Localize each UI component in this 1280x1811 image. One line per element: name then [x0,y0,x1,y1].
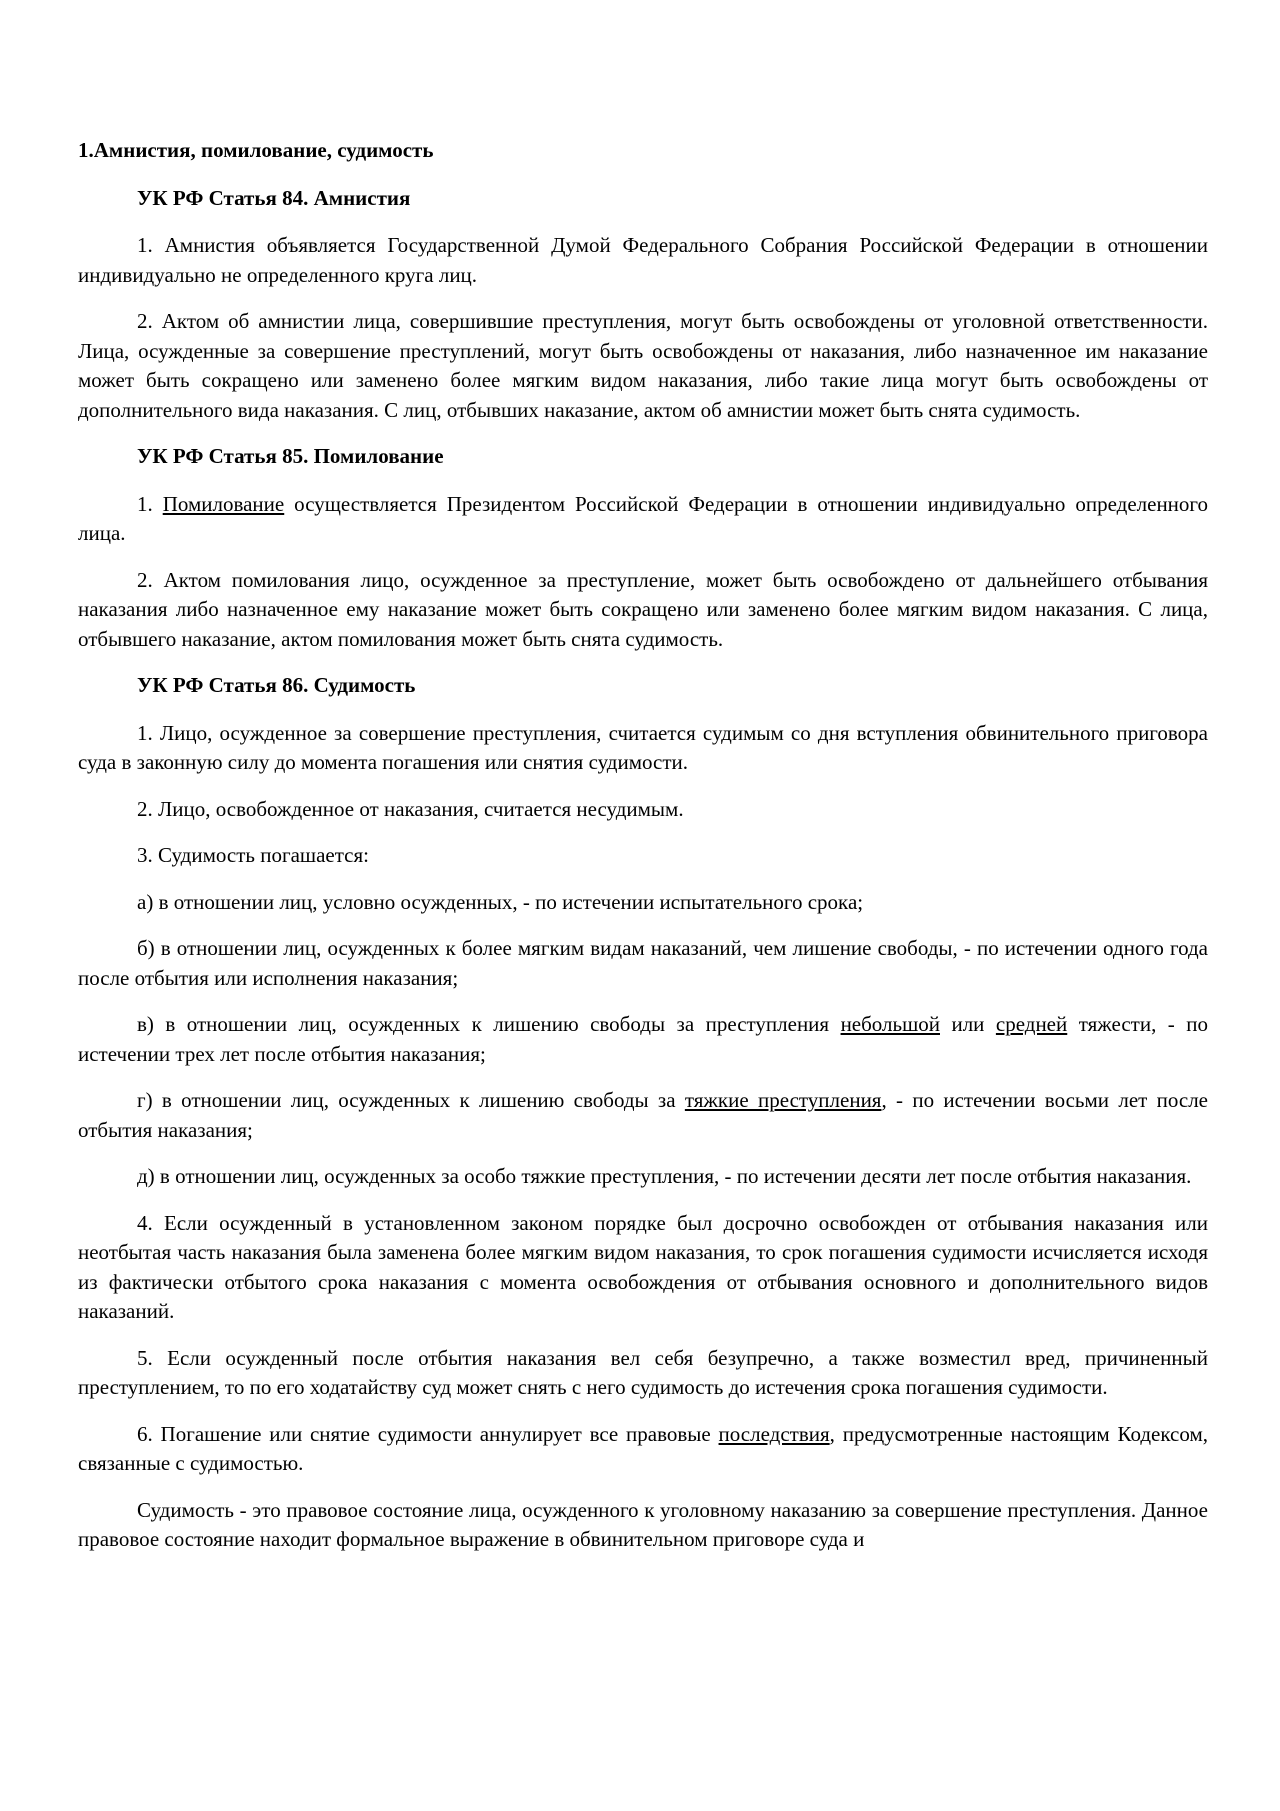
article-86-item-g [78,1086,1208,1145]
p6-text-start: 6. Погашение или снятие судимости аннулирует все правовые [137,1421,719,1446]
article-85-p1-number: 1. [137,491,163,516]
article-85-heading: УК РФ Статья 85. Помилование [137,444,444,468]
article-86-heading: УК РФ Статья 86. Судимость [137,673,416,697]
document-page [78,136,1208,1572]
article-86-item-d: д) в отношении лиц, осужденных за особо тяжкие преступления, - по истечении десяти лет после отбытия наказания. [137,1164,1192,1188]
article-86-paragraph-3: 3. Судимость погашается: [137,843,369,867]
article-86-paragraph-6 [78,1420,1208,1479]
item-g-text-start: г) в отношении лиц, осужденных к лишению свободы за [137,1088,685,1112]
article-84-heading: УК РФ Статья 84. Амнистия [137,185,411,210]
document-title: 1.Амнистия, помилование, судимость [78,138,434,162]
article-86-item-v [78,1010,1208,1069]
article-84-paragraph-1: 1. Амнистия объявляется Государственной Думой Федерального Собрания Российской Федерации в отношении индивидуально не определенного круга лиц. [78,233,1208,287]
consequences-link[interactable]: последствия [718,1421,830,1446]
pardon-link[interactable]: Помилование [162,491,285,516]
article-86-paragraph-1: 1. Лицо, осужденное за совершение преступления, считается судимым со дня вступления обвинительного приговора суда в законную силу до момента погашения или снятия судимости. [78,720,1208,774]
item-v-text-start: в) в отношении лиц, осужденных к лишению свободы за преступления [137,1012,841,1036]
article-85-paragraph-2: 2. Актом помилования лицо, осужденное за преступление, может быть освобождено от дальнейшего отбывания наказания либо назначенное ему наказание может быть сокращено или заменено более мягким видом наказания. С лица, отбывшего наказание, актом помилования может быть снята судимость. [78,567,1208,651]
minor-gravity-link[interactable]: небольшой [840,1012,940,1036]
article-86-item-b: б) в отношении лиц, осужденных к более мягким видам наказаний, чем лишение свободы, - по истечении одного года после отбытия или исполнения наказания; [78,936,1208,990]
article-85-p1-text: осуществляется Президентом Российской Федерации в отношении индивидуально определенного лица. [78,491,1209,545]
medium-gravity-link[interactable]: средней [995,1012,1068,1036]
grave-crimes-link[interactable]: тяжкие преступления [684,1088,882,1112]
article-86-paragraph-5: 5. Если осужденный после отбытия наказания вел себя безупречно, а также возместил вред, причиненный преступлением, то по его ходатайству суд может снять с него судимость до истечения срока погашения судимости. [78,1345,1208,1399]
article-86-paragraph-2: 2. Лицо, освобожденное от наказания, считается несудимым. [137,796,684,821]
item-v-text-end: тяжести, - по истечении трех лет после отбытия наказания; [78,1012,1208,1066]
article-84-paragraph-2: 2. Актом об амнистии лица, совершившие преступления, могут быть освобождены от уголовной ответственности. Лица, осужденные за совершение преступлений, могут быть освобождены от наказания, либо назначенное им наказание может быть сокращено или заменено более мягким видом наказания, либо такие лица могут быть освобождены от дополнительного вида наказания. С лиц, отбывших наказание, актом об амнистии может быть снята судимость. [78,309,1208,422]
article-85-paragraph-1 [78,490,1208,549]
closing-paragraph: Судимость - это правовое состояние лица, осужденного к уголовному наказанию за совершение преступления. Данное правовое состояние находит формальное выражение в обвинительном приговоре суда и [78,1497,1208,1551]
item-g-text-end: , - по истечении восьми лет после отбытия наказания; [78,1088,1208,1142]
item-v-text-mid: или [940,1012,996,1036]
article-86-item-a: а) в отношении лиц, условно осужденных, - по истечении испытательного срока; [137,889,864,914]
article-86-paragraph-4: 4. Если осужденный в установленном законом порядке был досрочно освобожден от отбывания наказания или неотбытая часть наказания была заменена более мягким видом наказания, то срок погашения судимости исчисляется исходя из фактически отбытого срока наказания с момента освобождения от отбывания основного и дополнительного видов наказаний. [78,1210,1208,1323]
p6-text-end: , предусмотренные настоящим Кодексом, связанные с судимостью. [78,1421,1209,1475]
